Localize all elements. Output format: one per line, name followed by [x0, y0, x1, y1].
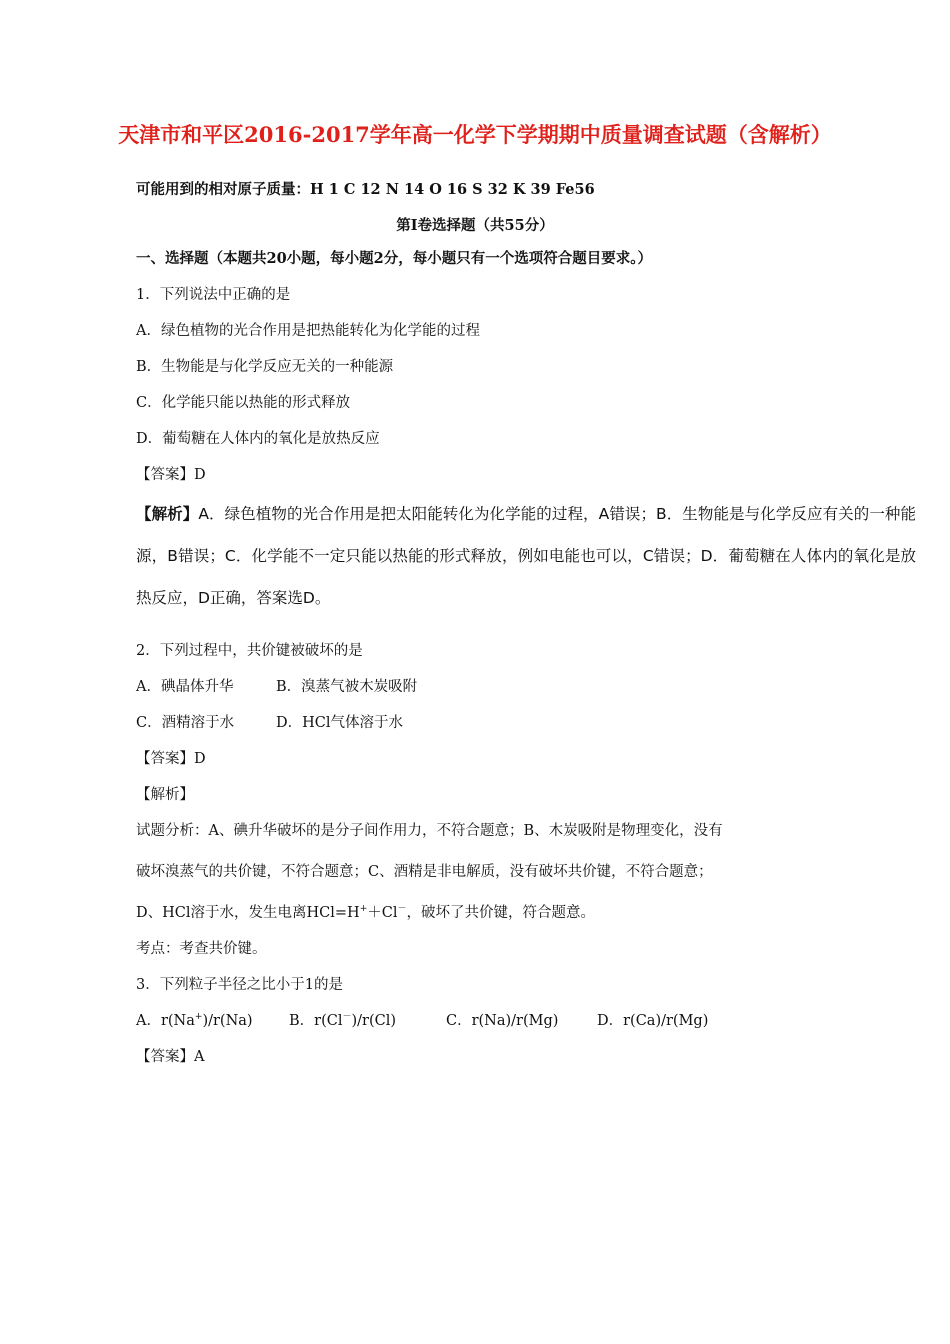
- question-3-option-d: D．r(Ca)/r(Mg): [597, 1013, 709, 1029]
- document-title: 天津市和平区2016-2017学年高一化学下学期期中质量调查试题（含解析）: [118, 122, 832, 147]
- question-3-stem: 3．下列粒子半径之比小于1的是: [136, 977, 343, 993]
- question-1-answer: 【答案】D: [136, 467, 206, 483]
- question-1-option-b: B．生物能是与化学反应无关的一种能源: [136, 359, 394, 375]
- option-b-post: )/r(Cl): [351, 1013, 397, 1029]
- chloride-ion-charge: －: [397, 904, 407, 915]
- question-3-option-a: [136, 1009, 289, 1030]
- hydrogen-ion-charge: +: [359, 904, 368, 915]
- option-a-post: )/r(Na): [202, 1013, 253, 1029]
- question-1-explain-label: 【解析】: [136, 505, 199, 523]
- section-heading: 第Ⅰ卷选择题（共55分）: [396, 217, 554, 234]
- question-2-option-b: B．溴蒸气被木炭吸附: [276, 679, 418, 695]
- question-2-options-row-1: [136, 675, 417, 696]
- question-1-explain-text: A．绿色植物的光合作用是把太阳能转化为化学能的过程，A错误；B．生物能是与化学反应有关的一种能源，B错误；C．化学能不一定只能以热能的形式释放，例如电能也可以，C错误；D．葡萄糖在人体内的氧化是放热反应，D正确，答案选D。: [136, 505, 916, 607]
- atomic-mass-line: 可能用到的相对原子质量：H 1 C 12 N 14 O 16 S 32 K 39 Fe56: [136, 181, 595, 198]
- option-b-charge: －: [342, 1012, 352, 1023]
- option-b-pre: B．r(Cl: [289, 1013, 343, 1029]
- analysis-3-part-c: ，破坏了共价键，符合题意。: [406, 905, 595, 921]
- question-3-option-c: C．r(Na)/r(Mg): [446, 1013, 559, 1029]
- question-2-option-d: D．HCl气体溶于水: [276, 715, 404, 731]
- question-2-kaodian: 考点：考查共价键。: [136, 941, 267, 957]
- analysis-3-part-b: ＋Cl: [367, 905, 398, 921]
- option-a-charge: +: [194, 1012, 203, 1023]
- question-2-answer: 【答案】D: [136, 751, 206, 767]
- question-2-analysis-line-2: 破坏溴蒸气的共价键，不符合题意；C、酒精是非电解质，没有破坏共价键，不符合题意；: [136, 864, 713, 880]
- question-2-analysis-line-3: [136, 901, 595, 922]
- question-2-options-row-2: [136, 711, 403, 732]
- question-1-stem: 1．下列说法中正确的是: [136, 287, 291, 303]
- question-1-option-c: C．化学能只能以热能的形式释放: [136, 395, 351, 411]
- question-2-stem: 2．下列过程中，共价键被破坏的是: [136, 643, 363, 659]
- question-1-option-a: A．绿色植物的光合作用是把热能转化为化学能的过程: [136, 323, 480, 339]
- question-2-analysis-line-1: 试题分析：A、碘升华破坏的是分子间作用力，不符合题意；B、木炭吸附是物理变化，没有: [136, 823, 723, 839]
- question-1-option-d: D．葡萄糖在人体内的氧化是放热反应: [136, 431, 380, 447]
- question-3-answer: 【答案】A: [136, 1049, 205, 1065]
- option-a-pre: A．r(Na: [136, 1013, 195, 1029]
- question-3-options: [136, 1009, 708, 1030]
- analysis-3-part-a: D、HCl溶于水，发生电离HCl=H: [136, 905, 360, 921]
- question-3-option-b: [289, 1009, 446, 1030]
- question-2-option-a: A．碘晶体升华: [136, 679, 234, 695]
- question-2-option-c: C．酒精溶于水: [136, 715, 235, 731]
- question-2-explain-label: 【解析】: [136, 787, 194, 803]
- question-1-explanation: [136, 493, 916, 619]
- part-heading: 一、选择题（本题共20小题，每小题2分，每小题只有一个选项符合题目要求。）: [136, 250, 653, 267]
